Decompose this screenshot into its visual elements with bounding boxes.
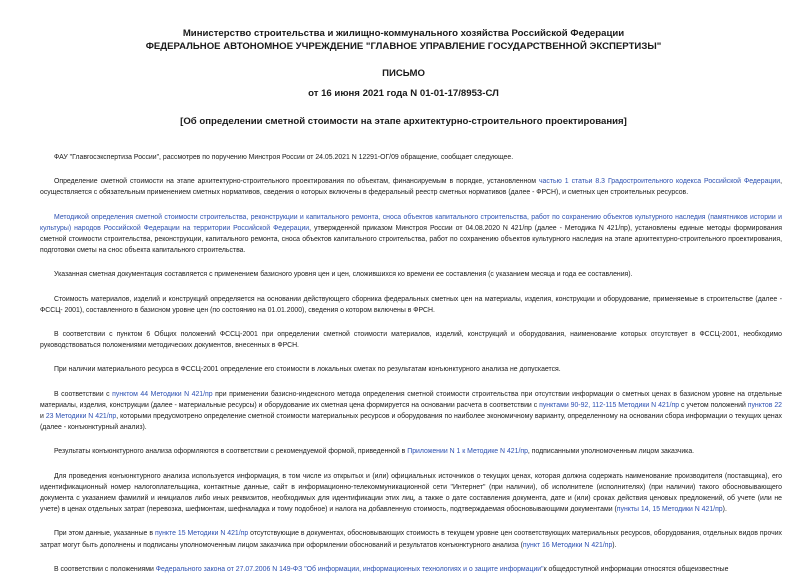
link-item-15[interactable]: пункте 15 Методики N 421/пр <box>154 530 249 538</box>
paragraph-11: При этом данные, указанные в пункте 15 Методики N 421/пр отсутствующие в документах, обосновывающих стоимость в текущем уровне цен соответствующих материальных ресурсов, оборудования, отдельных видов прочих затрат могут быть дополнены и подписаны уполномоченным лицом заказчика при оформлении обоснований и результатов конъюнктурного анализа (пункт 16 Методики N 421/пр). <box>40 530 783 549</box>
link-items-14-15[interactable]: пункты 14, 15 Методики N 421/пр <box>616 506 723 514</box>
institution-name: ФЕДЕРАЛЬНОЕ АВТОНОМНОЕ УЧРЕЖДЕНИЕ "ГЛАВНОЕ УПРАВЛЕНИЕ ГОСУДАРСТВЕННОЙ ЭКСПЕРТИЗЫ" <box>145 41 662 52</box>
paragraph-intro: ФАУ "Главгосэкспертиза России", рассмотрев по поручению Минстроя России от 24.05.2021 N 12291-ОГ/09 обращение, сообщает следующее. <box>54 154 514 161</box>
paragraph-4: Указанная сметная документация составляется с применением базисного уровня цен и цен, сложившихся ко времени ее составления (с указанием месяца и года ее составления). <box>54 271 633 279</box>
paragraph-12: В соответствии с положениями Федерального закона от 27.07.2006 N 149-ФЗ "Об информации, информационных технологиях и о защите информации"к общедоступной информации относятся общеизвестные <box>54 565 729 573</box>
document-date-number: от 16 июня 2021 года N 01-01-17/8953-СЛ <box>308 88 499 99</box>
paragraph-6: В соответствии с пунктом 6 Общих положений ФССЦ-2001 при определении сметной стоимости материалов, изделий, конструкций и оборудования, наименование которых отсутствует в ФССЦ-2001, необходимо руководствоваться положениями методических документов, внесенных в ФРСН. <box>40 331 782 350</box>
paragraph-2: Определение сметной стоимости на этапе архитектурно-строительного проектирования по объектам, финансируемым в порядке, установленном частью 1 статьи 8.3 Градостроительного кодекса Российской Федерации, осуществляется с обязательным применением сметных нормативов, сведения о которых включены в федеральный реестр сметных нормативов (далее - ФРСН), и сметных цен строительных ресурсов. <box>40 178 782 197</box>
paragraph-9: Результаты конъюнктурного анализа оформляются в соответствии с рекомендуемой формой, приведенной в Приложении N 1 к Методике N 421/пр, подписанными уполномоченным лицом заказчика. <box>54 448 695 456</box>
document-body <box>40 152 782 588</box>
link-item-16[interactable]: пункт 16 Методики N 421/пр <box>522 541 613 549</box>
paragraph-5: Стоимость материалов, изделий и конструкций определяется на основании действующего сборника федеральных сметных цен на материалы, изделия, конструкции и оборудование, применяемые в строительстве (далее - ФССЦ- 2001), составленного в базисном уровне цен (по состоянию на 01.01.2000), сведения о котором включены в ФРСН. <box>40 295 782 314</box>
paragraph-10: Для проведения конъюнктурного анализа используется информация, в том числе из открытых и (или) официальных источников о текущих ценах, которая должна содержать наименование производителя (поставщика), его идентификационный номер налогоплательщика, контактные данные, сайт в информационно-телекоммуникационной сети "Интернет" (при наличии), об исполнителе (исполнителях) (при наличии) такого обосновывающего документа с указанием фамилий и инициалов либо иных реквизитов, необходимых для идентификации этих лиц, а также о дате составления документа, дате и (или) сроках действия ценовых предложений, об учете (или не учете) в ценах отдельных затрат (перевозка, шефмонтаж, шефналадка и тому подобное) и налога на добавленную стоимость, подтверждаемая обосновывающими документами (пункты 14, 15 Методики N 421/пр). <box>40 472 782 514</box>
document-type: ПИСЬМО <box>382 68 425 79</box>
link-item-22[interactable]: пунктов 22 <box>747 401 782 409</box>
link-appendix-1[interactable]: Приложении N 1 к Методике N 421/пр <box>407 448 528 456</box>
document-title: [Об определении сметной стоимости на этапе архитектурно-строительного проектирования] <box>180 116 627 127</box>
paragraph-3: Методикой определения сметной стоимости строительства, реконструкции и капитального ремонта, сноса объектов капитального строительства, работ по сохранению объектов культурного наследия (памятников истории и культуры) народов Российской Федерации на территории Российской Федерации, утвержденной приказом Минстроя России от 04.08.2020 N 421/пр (далее - Методика N 421/пр), установлены единые методы формирования сметной стоимости строительства, реконструкции, капитального ремонта, сноса объектов капитального строительства, работ по сохранению объектов культурного наследия на этапе архитектурно-строительного проектирования, подготовки сметы на снос объекта капитального строительства. <box>40 213 783 255</box>
link-item-44[interactable]: пунктом 44 Методики N 421/пр <box>112 390 213 398</box>
link-gradcode-art-8-3[interactable]: частью 1 статьи 8.3 Градостроительного кодекса Российской Федерации <box>538 178 781 186</box>
link-item-23[interactable]: 23 Методики N 421/пр <box>45 413 117 421</box>
ministry-name: Министерство строительства и жилищно-коммунального хозяйства Российской Федерации <box>182 28 625 39</box>
paragraph-7: При наличии материального ресурса в ФССЦ-2001 определение его стоимости в локальных сметах по результатам конъюнктурного анализа не допускается. <box>54 366 561 374</box>
link-federal-law-149[interactable]: Федерального закона от 27.07.2006 N 149-ФЗ "Об информации, информационных технологиях и о защите информации" <box>155 565 544 573</box>
link-items-90-115[interactable]: пунктами 90-92, 112-115 Методики N 421/пр <box>539 401 680 409</box>
link-methodology[interactable]: Методикой определения сметной стоимости строительства, реконструкции и капитального ремонта, сноса объектов капитального строительства, работ по сохранению объектов культурного наследия (памятников истории и культуры) народов Российской Федерации на территории Российской Федерации <box>40 213 782 232</box>
paragraph-8: В соответствии с пунктом 44 Методики N 421/пр при применении базисно-индексного метода определения сметной стоимости строительства при отсутствии информации о сметных ценах в базисном уровне на отдельные материалы, изделия, конструкции (далее - материальные ресурсы) и оборудование их сметная цена формируется на основании расчета в соответствии с пунктами 90-92, 112-115 Методики N 421/пр с учетом положений пунктов 22 и 23 Методики N 421/пр, которыми предусмотрено определение сметной стоимости материальных ресурсов и оборудования по наиболее экономичному варианту, определенному на основании сбора информации о текущих ценах (далее - конъюнктурный анализ). <box>40 390 783 432</box>
